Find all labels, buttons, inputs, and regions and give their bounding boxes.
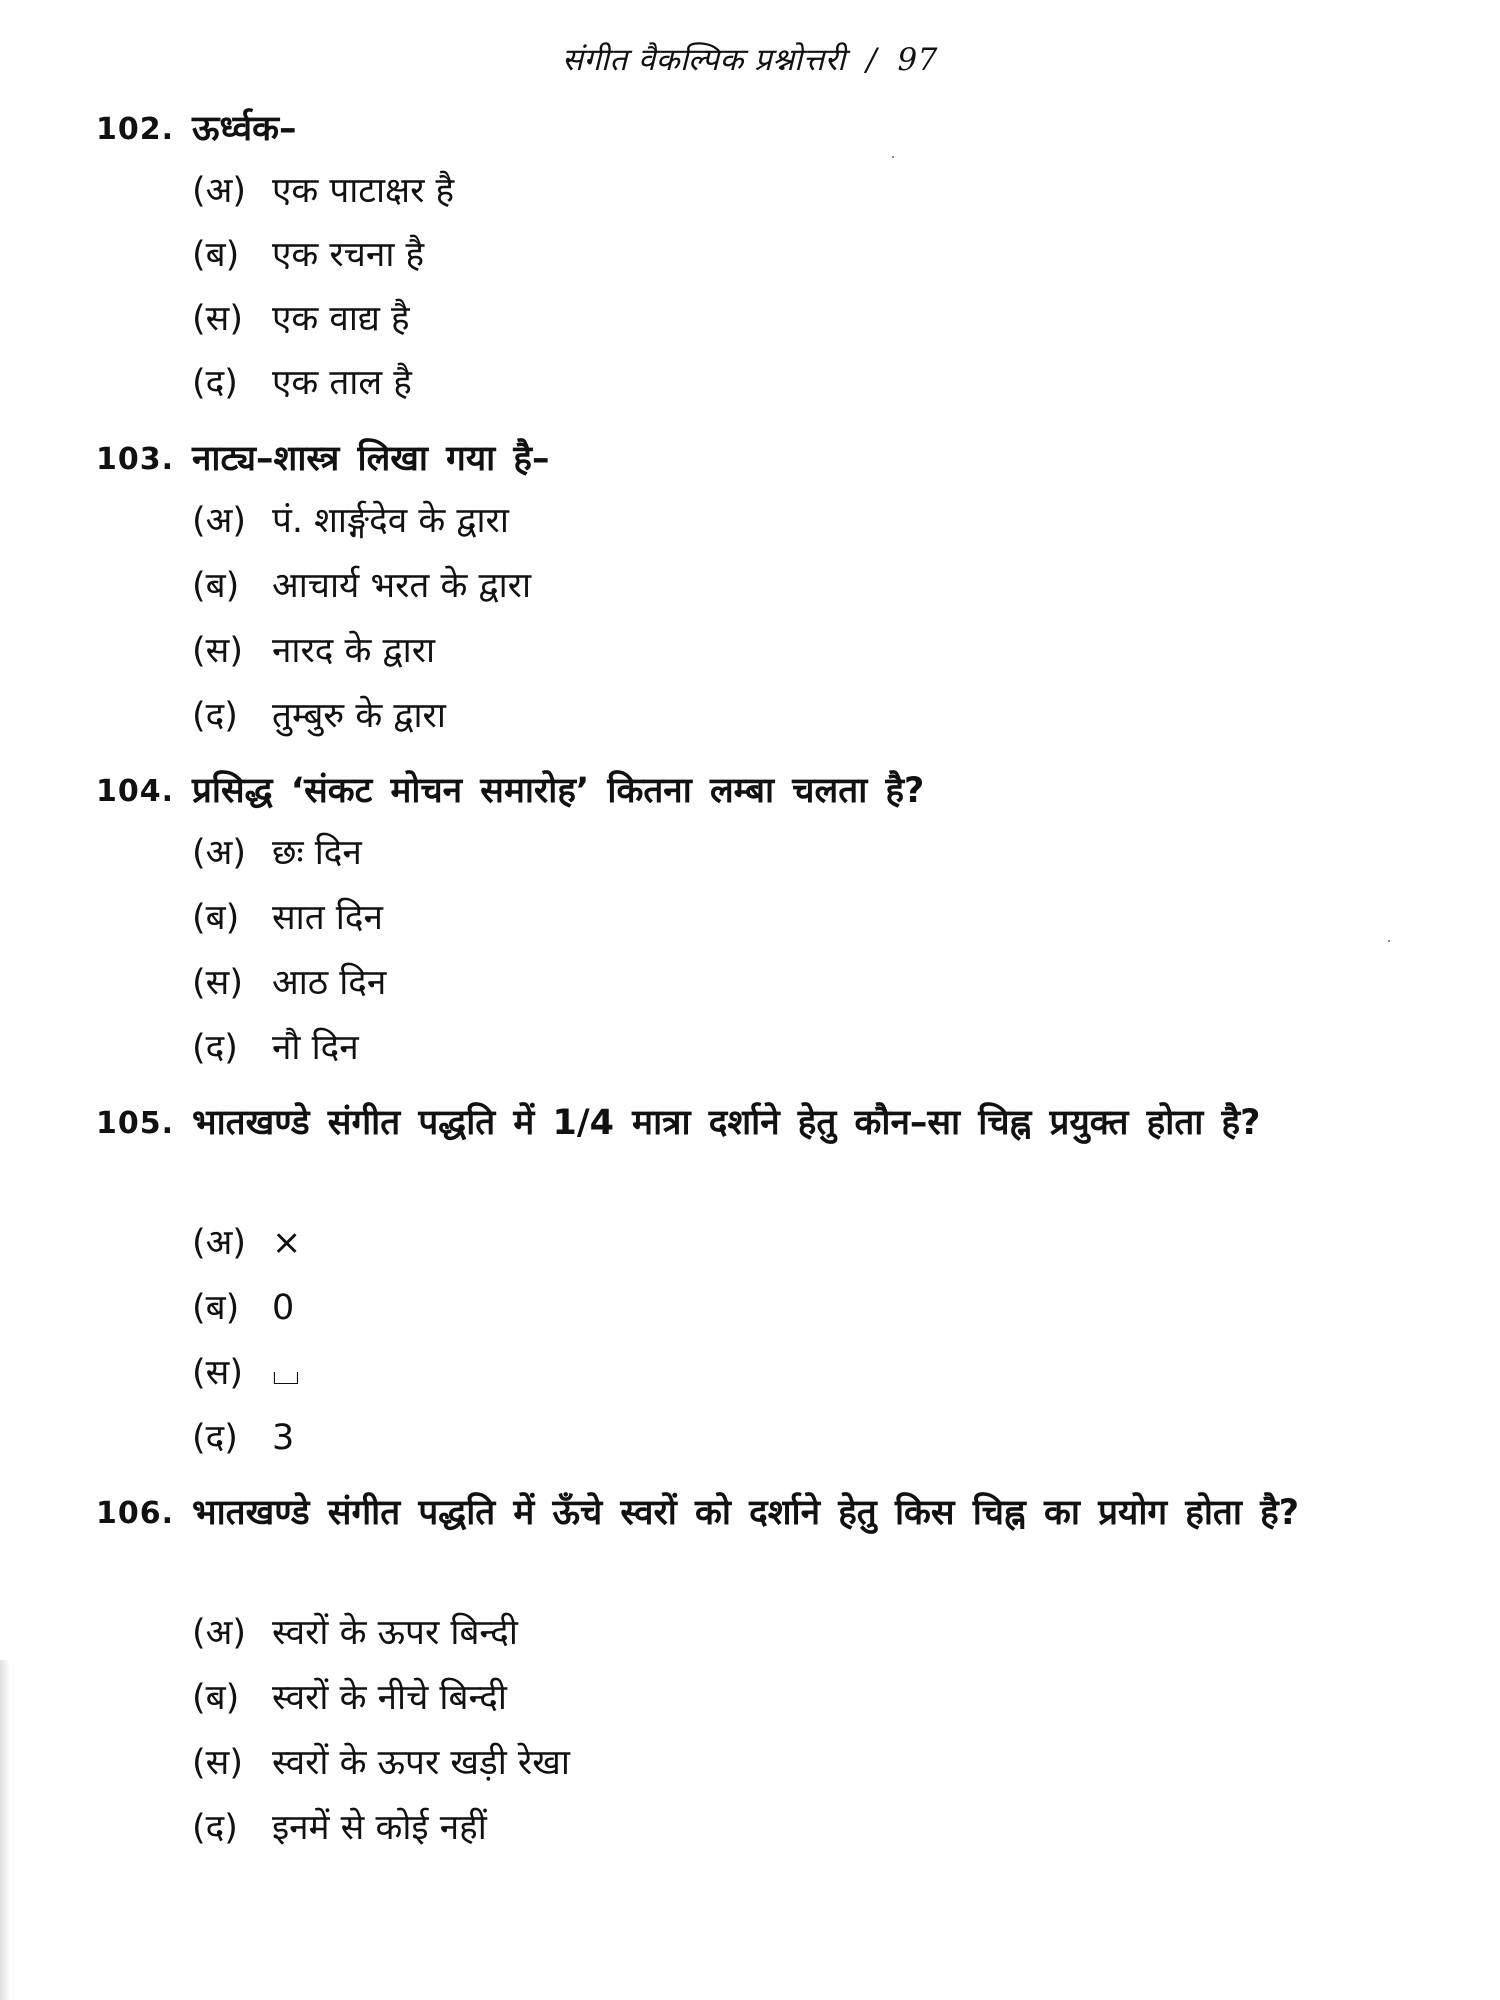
option-103-d xyxy=(192,691,446,741)
option-text: स्वरों के ऊपर खड़ी रेखा xyxy=(272,1743,570,1783)
option-label: (स) xyxy=(192,631,243,671)
option-text: ⌴ xyxy=(272,1353,301,1393)
option-102-c xyxy=(192,294,410,344)
option-label: (अ) xyxy=(192,1613,247,1653)
option-label: (द) xyxy=(192,363,238,403)
option-label: (स) xyxy=(192,299,243,339)
option-105-d xyxy=(192,1413,294,1463)
option-text: नौ दिन xyxy=(272,1028,359,1068)
option-label: (अ) xyxy=(192,171,247,211)
question-103 xyxy=(96,430,1386,489)
option-103-b xyxy=(192,561,531,611)
option-label: (स) xyxy=(192,1353,243,1393)
option-text: सात दिन xyxy=(272,898,383,938)
scan-edge-shadow xyxy=(0,1660,10,2000)
option-104-c xyxy=(192,958,386,1008)
option-103-c xyxy=(192,626,435,676)
option-text: आचार्य भरत के द्वारा xyxy=(272,566,532,606)
option-label: (ब) xyxy=(192,1678,240,1718)
header-separator: / xyxy=(866,42,878,78)
question-102 xyxy=(96,100,1386,159)
option-label: (ब) xyxy=(192,1288,240,1328)
scan-speck xyxy=(892,156,894,158)
option-102-a xyxy=(192,166,454,216)
option-text: एक ताल है xyxy=(272,363,412,403)
option-text: एक पाटाक्षर है xyxy=(272,171,455,211)
option-text: स्वरों के नीचे बिन्दी xyxy=(272,1678,507,1718)
question-105 xyxy=(96,1094,1386,1153)
option-text: छः दिन xyxy=(272,833,362,873)
question-104 xyxy=(96,762,1386,821)
option-104-d xyxy=(192,1023,359,1073)
option-text: आठ दिन xyxy=(272,963,387,1003)
option-text: × xyxy=(272,1223,302,1263)
option-label: (द) xyxy=(192,1028,238,1068)
question-text: प्रसिद्ध ‘संकट मोचन समारोह’ कितना लम्बा चलता है? xyxy=(192,771,925,811)
question-text: नाट्य–शास्त्र लिखा गया है– xyxy=(192,439,550,479)
question-number: 105. xyxy=(96,1106,175,1141)
option-label: (द) xyxy=(192,696,238,736)
page-number: 97 xyxy=(897,42,938,78)
question-number: 104. xyxy=(96,774,175,809)
scan-speck xyxy=(1388,940,1390,942)
option-106-c xyxy=(192,1738,570,1788)
option-label: (अ) xyxy=(192,501,247,541)
option-text: एक वाद्य है xyxy=(272,299,410,339)
option-103-a xyxy=(192,496,509,546)
option-label: (स) xyxy=(192,1743,243,1783)
option-105-b xyxy=(192,1283,294,1333)
option-106-d xyxy=(192,1803,487,1853)
question-number: 103. xyxy=(96,442,175,477)
option-label: (अ) xyxy=(192,833,247,873)
option-106-b xyxy=(192,1673,507,1723)
question-text: भातखण्डे संगीत पद्धति में 1/4 मात्रा दर्शाने हेतु कौन–सा चिह्न प्रयुक्त होता है? xyxy=(192,1103,1261,1143)
option-text: तुम्बुरु के द्वारा xyxy=(272,696,446,736)
option-106-a xyxy=(192,1608,518,1658)
option-label: (द) xyxy=(192,1418,238,1458)
question-106 xyxy=(96,1484,1386,1543)
question-number: 106. xyxy=(96,1496,175,1531)
option-text: 3 xyxy=(272,1418,295,1458)
option-102-d xyxy=(192,358,412,408)
option-label: (अ) xyxy=(192,1223,247,1263)
option-text: पं. शार्ङ्गदेव के द्वारा xyxy=(272,501,509,541)
option-label: (द) xyxy=(192,1808,238,1848)
option-label: (ब) xyxy=(192,898,240,938)
option-102-b xyxy=(192,230,424,280)
option-label: (ब) xyxy=(192,566,240,606)
option-label: (स) xyxy=(192,963,243,1003)
option-label: (ब) xyxy=(192,235,240,275)
question-text: ऊर्ध्वक– xyxy=(192,109,297,149)
option-text: इनमें से कोई नहीं xyxy=(272,1808,487,1848)
option-text: स्वरों के ऊपर बिन्दी xyxy=(272,1613,518,1653)
question-number: 102. xyxy=(96,112,175,147)
option-text: 0 xyxy=(272,1288,295,1328)
question-text: भातखण्डे संगीत पद्धति में ऊँचे स्वरों को दर्शाने हेतु किस चिह्न का प्रयोग होता है? xyxy=(192,1493,1300,1533)
option-105-c xyxy=(192,1348,300,1398)
page-header xyxy=(0,38,1500,80)
option-104-b xyxy=(192,893,383,943)
option-text: एक रचना है xyxy=(272,235,425,275)
header-title: संगीत वैकल्पिक प्रश्नोत्तरी xyxy=(562,42,846,78)
option-104-a xyxy=(192,828,362,878)
option-105-a xyxy=(192,1218,301,1268)
option-text: नारद के द्वारा xyxy=(272,631,436,671)
